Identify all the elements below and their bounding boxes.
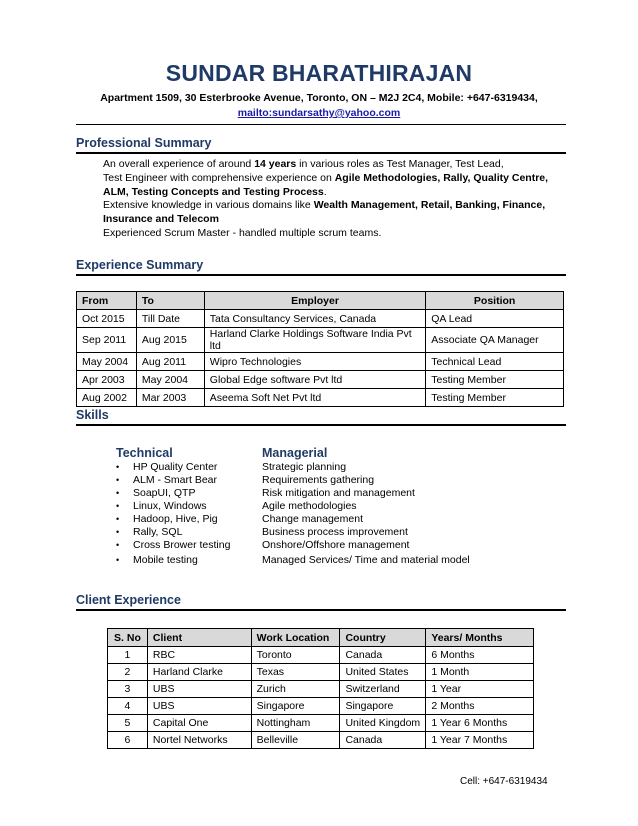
client-sno: 3	[108, 681, 148, 698]
contact-address: Apartment 1509, 30 Esterbrooke Avenue, Toronto, ON – M2J 2C4, Mobile: +647-6319434,	[100, 92, 538, 104]
exp-position: Testing Member	[426, 389, 564, 407]
table-row	[77, 389, 564, 407]
list-item: Managed Services/ Time and material model	[262, 554, 470, 566]
client-sno: 1	[108, 647, 148, 664]
exp-position: Associate QA Manager	[426, 328, 564, 353]
skills-technical-title: Technical	[116, 446, 173, 460]
client-duration: 1 Month	[426, 664, 534, 681]
table-row	[108, 732, 534, 749]
table-row	[77, 371, 564, 389]
exp-to: Aug 2011	[136, 353, 204, 371]
list-item: Agile methodologies	[262, 500, 357, 512]
section-title-experience-summary: Experience Summary	[76, 258, 204, 272]
bullet-icon: •	[116, 527, 120, 537]
client-sno: 5	[108, 715, 148, 732]
client-location: Singapore	[251, 698, 340, 715]
table-row	[77, 353, 564, 371]
client-country: Canada	[340, 732, 426, 749]
exp-position: Technical Lead	[426, 353, 564, 371]
client-name: UBS	[147, 698, 251, 715]
client-location: Toronto	[251, 647, 340, 664]
exp-header-to: To	[136, 292, 204, 310]
header-divider	[76, 124, 566, 125]
list-item: Business process improvement	[262, 526, 408, 538]
exp-to: Till Date	[136, 310, 204, 328]
section-divider	[76, 152, 566, 154]
skills-managerial-title: Managerial	[262, 446, 328, 460]
table-row	[108, 698, 534, 715]
exp-employer: Tata Consultancy Services, Canada	[204, 310, 425, 328]
table-row	[77, 328, 564, 353]
client-table	[107, 628, 534, 749]
exp-to: Aug 2015	[136, 328, 204, 353]
managerial-skills-list	[262, 461, 512, 571]
table-row	[108, 715, 534, 732]
client-duration: 1 Year 6 Months	[426, 715, 534, 732]
section-title-professional-summary: Professional Summary	[76, 136, 212, 150]
client-name: UBS	[147, 681, 251, 698]
client-duration: 1 Year	[426, 681, 534, 698]
exp-header-employer: Employer	[204, 292, 425, 310]
client-sno: 6	[108, 732, 148, 749]
bullet-icon: •	[116, 514, 120, 524]
exp-from: Aug 2002	[77, 389, 137, 407]
list-item: Strategic planning	[262, 461, 347, 473]
client-sno: 4	[108, 698, 148, 715]
exp-from: Oct 2015	[77, 310, 137, 328]
list-item: Requirements gathering	[262, 474, 375, 486]
exp-employer: Global Edge software Pvt ltd	[204, 371, 425, 389]
exp-from: Apr 2003	[77, 371, 137, 389]
list-item: Risk mitigation and management	[262, 487, 415, 499]
table-row	[108, 681, 534, 698]
footer-cell-number: Cell: +647-6319434	[460, 776, 548, 787]
bullet-icon: •	[116, 501, 120, 511]
client-duration: 6 Months	[426, 647, 534, 664]
client-country: United States	[340, 664, 426, 681]
client-name: RBC	[147, 647, 251, 664]
exp-from: Sep 2011	[77, 328, 137, 353]
exp-from: May 2004	[77, 353, 137, 371]
bullet-icon: •	[116, 488, 120, 498]
table-row	[77, 310, 564, 328]
bullet-icon: •	[116, 540, 120, 550]
section-divider	[76, 424, 566, 426]
client-header-client: Client	[147, 629, 251, 647]
list-item: Change management	[262, 513, 363, 525]
exp-header-from: From	[77, 292, 137, 310]
client-header-duration: Years/ Months	[426, 629, 534, 647]
section-divider	[76, 274, 566, 276]
client-header-sno: S. No	[108, 629, 148, 647]
experience-table	[76, 291, 564, 407]
exp-to: Mar 2003	[136, 389, 204, 407]
section-title-skills: Skills	[76, 408, 109, 422]
exp-to: May 2004	[136, 371, 204, 389]
exp-position: QA Lead	[426, 310, 564, 328]
candidate-name: SUNDAR BHARATHIRAJAN	[165, 60, 473, 86]
client-header-location: Work Location	[251, 629, 340, 647]
client-location: Nottingham	[251, 715, 340, 732]
bullet-icon: •	[116, 475, 120, 485]
client-sno: 2	[108, 664, 148, 681]
table-row	[108, 647, 534, 664]
client-duration: 1 Year 7 Months	[426, 732, 534, 749]
exp-header-position: Position	[426, 292, 564, 310]
client-name: Capital One	[147, 715, 251, 732]
client-location: Zurich	[251, 681, 340, 698]
client-country: Canada	[340, 647, 426, 664]
list-item: Onshore/Offshore management	[262, 539, 410, 551]
client-header-country: Country	[340, 629, 426, 647]
exp-employer: Aseema Soft Net Pvt ltd	[204, 389, 425, 407]
client-country: Switzerland	[340, 681, 426, 698]
summary-text: An overall experience of around 14 years in various roles as Test Manager, Test Lead, Test Engineer with comprehensive experience on Agile Methodologies, Rally, Quality Centre, ALM, Testing Concepts and Testing Process. Extensive knowledge in various domains like Wealth Management, Retail, Banking, Finance, Insurance and Telecom Experienced Scrum Master - handled multiple scrum teams.	[103, 158, 549, 239]
technical-skills-list: • HP Quality Center • ALM - Smart Bear • SoapUI, QTP • Linux, Windows • Hadoop, Hive, Pig • Rally, SQL • Cross Brower testing • Mobile testing	[116, 461, 231, 566]
client-country: United Kingdom	[340, 715, 426, 732]
email-link[interactable]: mailto:sundarsathy@yahoo.com	[237, 107, 401, 119]
client-location: Belleville	[251, 732, 340, 749]
section-divider	[76, 609, 566, 611]
client-country: Singapore	[340, 698, 426, 715]
bullet-icon: •	[116, 555, 120, 565]
table-row	[108, 664, 534, 681]
client-name: Nortel Networks	[147, 732, 251, 749]
client-name: Harland Clarke	[147, 664, 251, 681]
exp-employer: Harland Clarke Holdings Software India Pvt ltd	[204, 328, 425, 353]
section-title-client-experience: Client Experience	[76, 593, 181, 607]
client-location: Texas	[251, 664, 340, 681]
client-duration: 2 Months	[426, 698, 534, 715]
exp-position: Testing Member	[426, 371, 564, 389]
bullet-icon: •	[116, 462, 120, 472]
exp-employer: Wipro Technologies	[204, 353, 425, 371]
